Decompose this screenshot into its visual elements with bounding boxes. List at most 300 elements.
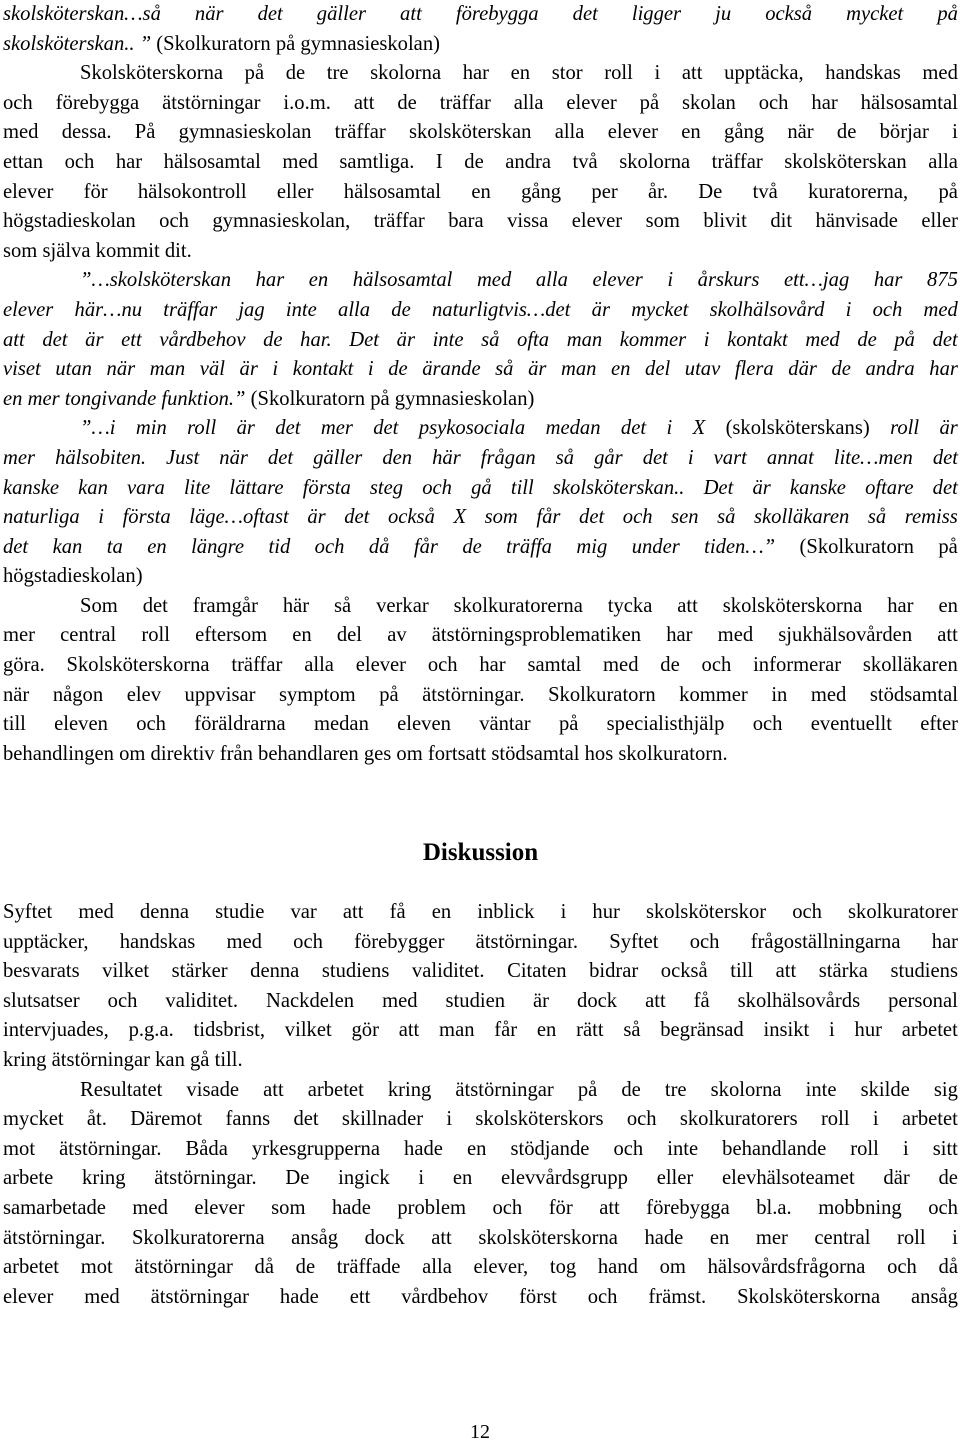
word: att	[937, 624, 958, 647]
word: att	[398, 1019, 420, 1042]
word: hänvisade	[815, 210, 898, 233]
word: ansåg	[291, 1226, 339, 1249]
word: till	[730, 960, 754, 983]
word: mer	[755, 1226, 788, 1249]
word: att	[3, 328, 25, 351]
word: de	[660, 654, 680, 677]
word: eventuellt	[810, 713, 892, 736]
word: behandlande	[722, 1137, 827, 1160]
text-line	[3, 1076, 958, 1106]
word: under	[631, 535, 680, 558]
word: begränsad	[660, 1019, 744, 1042]
word: efter	[920, 713, 958, 736]
word: alla	[513, 91, 544, 114]
word: ärande	[422, 358, 481, 381]
text-line	[3, 474, 958, 504]
word: Skolkuratorerna	[131, 1226, 265, 1249]
word: förebygga	[646, 1196, 730, 1219]
word: frågan	[480, 446, 536, 469]
word: med	[382, 989, 418, 1012]
word: samtliga.	[339, 150, 415, 173]
word: bara	[448, 210, 484, 233]
text-line	[3, 444, 958, 474]
word: träffar	[163, 298, 218, 321]
word: i	[418, 1167, 425, 1190]
text-segment: som själva kommit dit.	[3, 239, 192, 262]
word: skolan	[682, 91, 736, 114]
word: skolsköterskan..	[552, 476, 685, 499]
word: en	[681, 121, 701, 144]
text-line	[3, 957, 958, 987]
word: annat	[766, 446, 814, 469]
word: att	[775, 960, 797, 983]
word: där	[883, 1167, 910, 1190]
word: det	[142, 594, 168, 617]
text-line	[3, 30, 958, 60]
text-line	[3, 0, 958, 30]
word: har	[462, 62, 490, 85]
word: kontakt	[727, 328, 788, 351]
word: de	[831, 358, 851, 381]
word: har	[255, 269, 285, 292]
word: ätstörningar.	[422, 683, 525, 706]
word: handskas	[119, 930, 196, 953]
word: någon	[52, 683, 104, 706]
word: ”…skolsköterskan	[80, 269, 232, 292]
word: uppvisar	[184, 683, 256, 706]
word: steg	[369, 476, 404, 499]
word: i	[272, 358, 279, 381]
word: informerar	[753, 654, 842, 677]
word: roll	[890, 417, 920, 440]
word: är	[307, 506, 326, 529]
word: med	[3, 121, 39, 144]
text-line	[3, 385, 958, 415]
word: mycket	[3, 1108, 64, 1131]
word: (Skolkuratorn	[799, 535, 914, 558]
word: är	[85, 328, 104, 351]
word: hälsokontroll	[137, 180, 247, 203]
word: jag	[238, 298, 265, 321]
word: kring	[82, 1167, 126, 1190]
word: var	[290, 901, 317, 923]
word: de	[295, 1256, 316, 1279]
word: träffar	[373, 210, 425, 233]
word: problem	[397, 1196, 466, 1219]
word: stärker	[171, 960, 228, 983]
word: eller	[656, 1167, 694, 1190]
word: validitet.	[165, 989, 239, 1012]
word: längre	[191, 535, 245, 558]
word: för	[548, 1196, 573, 1219]
text-line	[3, 592, 958, 622]
word: vilket	[284, 1019, 332, 1042]
word: vara	[127, 476, 165, 499]
word: träffade	[336, 1256, 401, 1279]
word: i	[829, 1019, 835, 1042]
word: är	[533, 989, 550, 1012]
word: så	[334, 594, 352, 617]
word: lättare	[229, 476, 284, 499]
word: ju	[715, 3, 732, 25]
word: som	[484, 506, 518, 529]
word: elever	[3, 298, 54, 321]
word: det	[257, 3, 283, 25]
word: elever	[194, 1196, 245, 1219]
word: i	[654, 62, 661, 85]
word: alla	[422, 1256, 452, 1279]
word: handskas	[825, 62, 901, 85]
word: samarbetade	[3, 1196, 106, 1219]
word: kommer	[619, 328, 687, 351]
word: Syftet	[3, 901, 53, 923]
word: elever	[607, 121, 659, 144]
word: för	[83, 180, 108, 203]
word: Som	[80, 594, 118, 617]
word: verkar	[376, 594, 429, 617]
text-line	[3, 740, 958, 770]
word: träffar	[711, 150, 763, 173]
word: här	[432, 446, 461, 469]
word: central	[60, 624, 117, 647]
word: remiss	[904, 506, 958, 529]
word: det	[620, 417, 647, 440]
word: de	[285, 62, 306, 85]
word: att	[599, 1196, 620, 1219]
word: kan	[78, 476, 108, 499]
word: ätstörningar.	[3, 1226, 106, 1249]
text-line	[3, 503, 958, 533]
word: med	[132, 1196, 168, 1219]
word: ätstörningar	[455, 1078, 554, 1101]
word: hade	[331, 1196, 371, 1219]
word: vart	[713, 446, 747, 469]
word: det	[642, 446, 668, 469]
word: ätstörningsproblematiken	[431, 624, 642, 647]
word: i.o.m.	[283, 91, 331, 114]
word: skillnader	[341, 1108, 424, 1131]
word: och	[872, 298, 903, 321]
word: upptäcker,	[3, 930, 89, 953]
word: det	[42, 328, 68, 351]
word: ätstörningar.	[59, 1137, 162, 1160]
word: det	[275, 417, 301, 440]
word: i	[845, 298, 852, 321]
word: förebygga	[55, 91, 140, 114]
word: ätstörningar.	[475, 930, 579, 953]
word: framgår	[192, 594, 258, 617]
word: tre	[326, 62, 349, 85]
word: och	[492, 1196, 523, 1219]
word: roll	[187, 417, 217, 440]
word: hälsovårdsfrågorna	[707, 1256, 866, 1279]
word: när	[106, 358, 136, 381]
word: alla	[304, 654, 334, 677]
word: att	[342, 901, 364, 923]
word: en	[938, 594, 958, 617]
word: skolsköterskan	[784, 150, 907, 173]
word: hur	[854, 1019, 882, 1042]
word: träffar	[439, 91, 491, 114]
word: arbete	[3, 1167, 54, 1190]
word: har	[931, 930, 958, 953]
word: de	[462, 535, 482, 558]
word: skolläkaren	[862, 654, 958, 677]
word: två	[752, 180, 778, 203]
word: med	[922, 62, 958, 85]
word: viset	[3, 358, 41, 381]
word: i	[367, 358, 374, 381]
word: förebygger	[354, 930, 445, 953]
word: De	[698, 180, 723, 203]
word: mer	[320, 417, 353, 440]
word: per	[591, 180, 618, 203]
word: medan	[313, 713, 369, 736]
word: tid	[268, 535, 291, 558]
word: mot	[3, 1137, 36, 1160]
word: skolsköterskorna	[478, 1226, 618, 1249]
word: lite…men	[833, 446, 913, 469]
word: har	[115, 150, 143, 173]
text-segment: behandlingen om direktiv från behandlaren ges om fortsatt stödsamtal hos skolkuratorn.	[3, 742, 728, 765]
word: ettan	[3, 150, 44, 173]
text-line	[3, 651, 958, 681]
word: att	[263, 1078, 284, 1101]
word: får	[494, 1019, 518, 1042]
word: man	[149, 358, 186, 381]
word: så	[555, 446, 575, 469]
word: (skolsköterskans)	[725, 417, 870, 440]
word: gång	[724, 121, 765, 144]
word: kanske	[3, 476, 60, 499]
word: elever,	[473, 1256, 529, 1279]
word: med	[923, 298, 958, 321]
word: besvarats	[3, 960, 80, 983]
word: är	[752, 476, 771, 499]
word: där	[788, 358, 817, 381]
word: skolorna	[619, 150, 691, 173]
word: dessa.	[61, 121, 112, 144]
word: och	[136, 713, 166, 736]
word: så	[495, 358, 514, 381]
text-line	[3, 1164, 958, 1194]
word: Skolsköterskorna	[66, 654, 210, 677]
word: hade	[644, 1226, 684, 1249]
word: de	[391, 298, 411, 321]
word: eller	[276, 180, 314, 203]
word: studien	[445, 989, 506, 1012]
word: en	[510, 62, 531, 85]
word: i	[98, 506, 104, 529]
word: gäller	[316, 3, 366, 25]
word: en	[536, 1019, 557, 1042]
word: psykosociala	[418, 417, 526, 440]
word: i	[446, 1108, 453, 1131]
word: är	[591, 298, 610, 321]
word: skolkuratorers	[679, 1108, 798, 1131]
word: också	[387, 506, 435, 529]
word: åt.	[86, 1108, 107, 1131]
word: hälsosamtal	[343, 180, 442, 203]
word: alla	[928, 150, 958, 173]
word: mobbning	[818, 1196, 902, 1219]
word: på	[558, 713, 579, 736]
text-line	[3, 237, 958, 267]
word: och	[293, 930, 323, 953]
word: elever	[355, 654, 407, 677]
word: en	[452, 1167, 473, 1190]
word: medan	[545, 417, 601, 440]
word: ätstörningar.	[154, 1167, 257, 1190]
word: det	[293, 1108, 319, 1131]
word: rätt	[576, 1019, 604, 1042]
word: eleven	[54, 713, 108, 736]
word: fanns	[225, 1108, 271, 1131]
word: personal	[888, 989, 958, 1012]
word: Resultatet	[80, 1078, 163, 1101]
word: skolhälsovårds	[737, 989, 861, 1012]
word: 875	[927, 269, 958, 292]
word: mig	[576, 535, 608, 558]
word: högstadieskolan	[3, 210, 136, 233]
word: förebygga	[455, 3, 539, 25]
word: man	[560, 358, 597, 381]
text-line	[3, 928, 958, 958]
word: får	[413, 535, 438, 558]
word: X	[453, 506, 467, 529]
text-line	[3, 562, 958, 592]
word: alla	[535, 269, 568, 292]
text-line	[3, 1135, 958, 1165]
word: hur	[592, 901, 620, 923]
word: hand	[597, 1256, 638, 1279]
word: hade	[404, 1137, 443, 1160]
word: så	[623, 1019, 641, 1042]
word: arbetet	[307, 1078, 364, 1101]
word: att	[681, 62, 703, 85]
word: I	[435, 150, 443, 173]
word: dit	[770, 210, 793, 233]
word: ansåg	[911, 1285, 958, 1308]
word: få	[693, 989, 710, 1012]
word: upptäcka,	[724, 62, 804, 85]
word: i	[666, 417, 673, 440]
text-line	[3, 681, 958, 711]
word: arbetet	[901, 1019, 958, 1042]
text-segment: skolsköterskan.. ”	[3, 32, 157, 55]
word: de	[388, 358, 408, 381]
word: tidsbrist,	[193, 1019, 266, 1042]
word: med	[476, 269, 512, 292]
text-segment: (Skolkuratorn på gymnasieskolan)	[156, 32, 440, 55]
word: man	[566, 328, 603, 351]
word: Skolsköterskorna	[80, 62, 223, 85]
word: andra	[505, 150, 551, 173]
word: ligger	[631, 3, 682, 25]
text-line	[3, 1194, 958, 1224]
text-line	[3, 1105, 958, 1135]
word: på	[577, 1078, 598, 1101]
word: med	[84, 1285, 120, 1308]
word: vårdbehov	[159, 328, 246, 351]
word: tre	[664, 1078, 687, 1101]
word: del	[336, 624, 363, 647]
word: som	[271, 1196, 306, 1219]
word: går	[594, 446, 623, 469]
word: blivit	[703, 210, 747, 233]
word: när	[3, 683, 30, 706]
text-segment: högstadieskolan)	[3, 565, 143, 588]
word: de	[263, 328, 283, 351]
word: år.	[647, 180, 668, 203]
word: tog	[549, 1256, 577, 1279]
word: när	[194, 3, 224, 25]
word: träffa	[506, 535, 552, 558]
word: i	[952, 1226, 958, 1249]
word: yrkesgrupperna	[251, 1137, 380, 1160]
text-line	[3, 266, 958, 296]
word: en	[471, 180, 491, 203]
word: med	[226, 930, 262, 953]
word: har	[811, 91, 838, 114]
text-line	[3, 1283, 958, 1313]
word: roll	[850, 1137, 879, 1160]
text-line	[3, 621, 958, 651]
word: då	[938, 1256, 958, 1279]
word: när	[787, 121, 814, 144]
word: mer	[3, 446, 36, 469]
word: central	[814, 1226, 871, 1249]
word: är	[236, 417, 255, 440]
word: skolhälsovård	[709, 298, 825, 321]
word: med	[78, 901, 114, 923]
word: X	[692, 417, 706, 440]
word: med	[603, 654, 639, 677]
text-line	[3, 987, 958, 1017]
word: elever	[571, 210, 623, 233]
word: roll	[820, 1108, 850, 1131]
word: och	[622, 506, 653, 529]
word: i	[872, 1108, 879, 1131]
word: har	[887, 594, 914, 617]
word: och	[887, 1256, 917, 1279]
word: tycka	[607, 594, 653, 617]
word: kanske	[789, 476, 846, 499]
word: att	[677, 594, 698, 617]
word: ätstörningar	[134, 1256, 233, 1279]
word: skilde	[860, 1078, 910, 1101]
word: om	[659, 1256, 686, 1279]
word: utav	[684, 358, 721, 381]
word: och	[928, 1196, 958, 1219]
word: stärka	[818, 960, 868, 983]
word: på	[938, 180, 958, 203]
word: med	[282, 150, 318, 173]
word: kring	[387, 1078, 432, 1101]
text-line	[3, 148, 958, 178]
word: arbetet	[901, 1108, 958, 1131]
word: så	[717, 506, 736, 529]
word: har	[479, 654, 506, 677]
word: lite	[183, 476, 211, 499]
word: inte	[285, 298, 317, 321]
word: skolläkaren	[754, 506, 850, 529]
word: först	[519, 1285, 557, 1308]
word: med	[717, 624, 754, 647]
word: skolsköterskorna	[722, 594, 863, 617]
word: en	[611, 358, 631, 381]
word: slutsatser	[3, 989, 80, 1012]
